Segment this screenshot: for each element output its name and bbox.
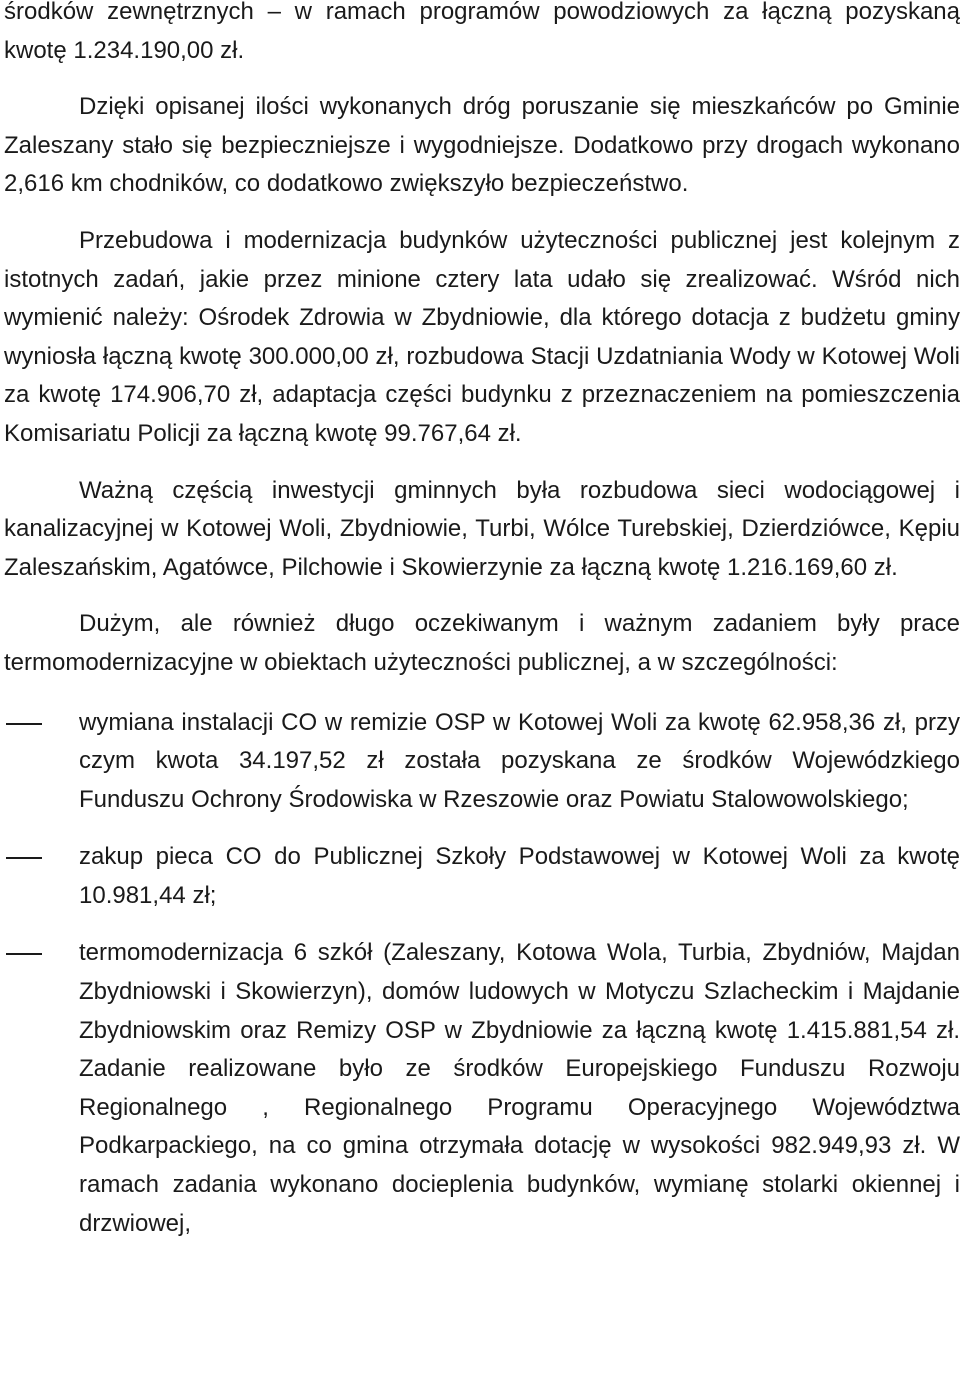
document-page	[4, 0, 960, 1243]
dash-bullet-icon	[6, 857, 42, 859]
thermomodernization-list	[4, 704, 960, 1244]
list-item-text: termomodernizacja 6 szkół (Zaleszany, Kotowa Wola, Turbia, Zbydniów, Majdan Zbydniowski i Skowierzyn), domów ludowych w Motyczu Szlacheckim i Majdanie Zbydniowskim oraz Remizy OSP w Zbydniowie za łączną kwotę 1.415.881,54 zł. Zadanie realizowane było ze środków Europejskiego Funduszu Rozwoju Regionalnego , Regionalnego Programu Operacyjnego Województwa Podkarpackiego, na co gmina otrzymała dotację w wysokości 982.949,93 zł. W ramach zadania wykonano docieplenia budynków, wymianę stolarki okiennej i drzwiowej,	[79, 939, 960, 1237]
list-item-text: wymiana instalacji CO w remizie OSP w Kotowej Woli za kwotę 62.958,36 zł, przy czym kwota 34.197,52 zł została pozyskana ze środków Wojewódzkiego Funduszu Ochrony Środowiska w Rzeszowie oraz Powiatu Stalowowolskiego;	[79, 708, 960, 813]
dash-bullet-icon	[6, 953, 42, 955]
dash-bullet-icon	[6, 723, 42, 725]
paragraph-public-buildings: Przebudowa i modernizacja budynków użyteczności publicznej jest kolejnym z istotnych zadań, jakie przez minione cztery lata udało się zrealizować. Wśród nich wymienić należy: Ośrodek Zdrowia w Zbydniowie, dla którego dotacja z budżetu gminy wyniosła łączną kwotę 300.000,00 zł, rozbudowa Stacji Uzdatniania Wody w Kotowej Woli za kwotę 174.906,70 zł, adaptacja części budynku z przeznaczeniem na pomieszczenia Komisariatu Policji za łączną kwotę 99.767,64 zł.	[4, 226, 960, 447]
paragraph-water-sewer: Ważną częścią inwestycji gminnych była rozbudowa sieci wodociągowej i kanalizacyjnej w Kotowej Woli, Zbydniowie, Turbi, Wólce Turebskiej, Dzierdziówce, Kępiu Zaleszańskim, Agatówce, Pilchowie i Skowierzynie za łączną kwotę 1.216.169,60 zł.	[4, 476, 960, 581]
list-item	[4, 838, 960, 915]
paragraph-thermomodernization-intro: Dużym, ale również długo oczekiwanym i ważnym zadaniem były prace termomodernizacyjne w obiektach użyteczności publicznej, a w szczególności:	[4, 610, 960, 676]
list-item-text: zakup pieca CO do Publicznej Szkoły Podstawowej w Kotowej Woli za kwotę 10.981,44 zł;	[79, 843, 960, 909]
list-item	[4, 934, 960, 1243]
list-item	[4, 704, 960, 820]
paragraph-continuation: środków zewnętrznych – w ramach programów powodziowych za łączną pozyskaną kwotę 1.234.190,00 zł.	[4, 0, 960, 64]
paragraph-roads-safety: Dzięki opisanej ilości wykonanych dróg poruszanie się mieszkańców po Gminie Zaleszany stało się bezpieczniejsze i wygodniejsze. Dodatkowo przy drogach wykonano 2,616 km chodników, co dodatkowo zwiększyło bezpieczeństwo.	[4, 93, 960, 198]
